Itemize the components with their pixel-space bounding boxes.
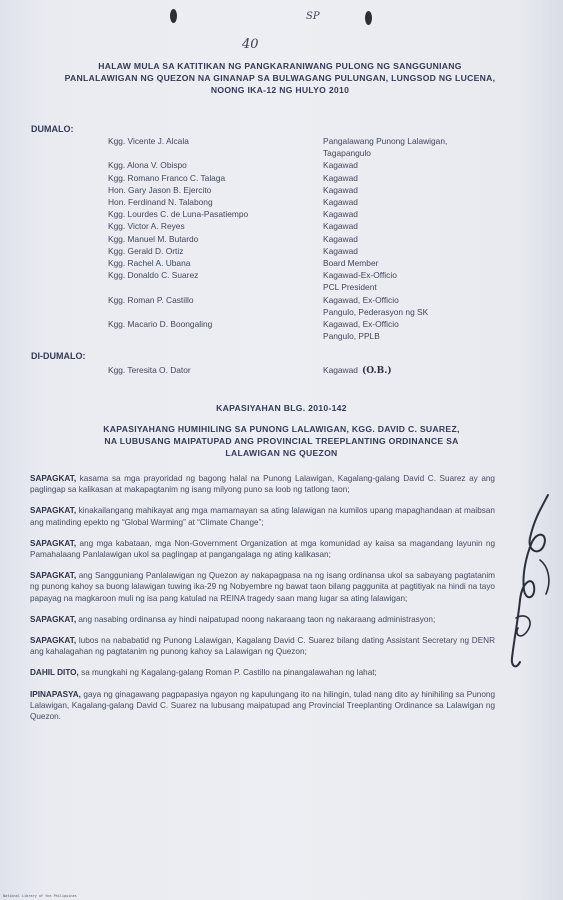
attendee-row xyxy=(108,220,548,232)
attendee-role: Kagawad xyxy=(323,233,358,244)
attendee-row xyxy=(108,196,548,208)
absent-label: DI-DUMALO: xyxy=(31,351,86,361)
header-line: PANLALAWIGAN NG QUEZON NA GINANAP SA BULWAGANG PULUNGAN, LUNGSOD NG LUCENA, xyxy=(64,73,496,83)
attendee-role xyxy=(323,318,548,342)
attendee-row xyxy=(108,318,548,342)
attendee-name: Kgg. Donaldo C. Suarez xyxy=(108,270,199,281)
attendee-role: Board Member xyxy=(323,258,379,269)
role-line: Pangulo, PPLB xyxy=(323,331,380,342)
attendee-name: Kgg. Alona V. Obispo xyxy=(108,160,187,171)
attendee-row xyxy=(108,135,548,159)
footer-watermark: National Library of the Philippines xyxy=(3,894,77,898)
paragraph xyxy=(30,667,495,678)
paragraph-lead: DAHIL DITO, xyxy=(30,668,79,678)
attendee-row xyxy=(108,269,548,293)
present-label: DUMALO: xyxy=(31,124,74,134)
role-line: Kagawad, Ex-Officio xyxy=(323,294,399,305)
attendee-row xyxy=(108,245,548,257)
attendee-row xyxy=(108,159,548,171)
paragraph-lead: SAPAGKAT, xyxy=(30,538,77,548)
paragraph-lead: SAPAGKAT, xyxy=(30,614,77,624)
attendee-row xyxy=(108,294,548,318)
paragraph xyxy=(30,538,495,560)
header-line: NOONG IKA-12 NG HULYO 2010 xyxy=(210,85,350,95)
role-line: Kagawad-Ex-Officio xyxy=(323,270,397,281)
role-line: Pangulo, Pederasyon ng SK xyxy=(323,306,429,317)
attendee-role: Kagawad xyxy=(323,172,358,183)
absent-name: Kgg. Teresita O. Dator xyxy=(108,365,191,375)
paragraph-lead: SAPAGKAT, xyxy=(30,571,77,581)
attendee-row xyxy=(108,172,548,184)
attendee-row xyxy=(108,257,548,269)
absent-list xyxy=(108,364,548,377)
header-line: HALAW MULA SA KATITIKAN NG PANGKARANIWANG PULONG NG SANGGUNIANG xyxy=(98,61,462,71)
attendee-name: Hon. Gary Jason B. Ejercito xyxy=(108,184,212,195)
absent-role xyxy=(323,364,548,377)
absent-row xyxy=(108,364,548,377)
role-line: Pangalawang Punong Lalawigan, xyxy=(323,136,448,146)
paragraph-lead: SAPAGKAT, xyxy=(30,636,77,646)
paragraph-lead: SAPAGKAT, xyxy=(30,474,77,483)
paragraph xyxy=(30,635,495,657)
attendee-role: Kagawad xyxy=(323,197,358,208)
attendee-role: Kagawad xyxy=(323,221,358,232)
subject-line: LALAWIGAN NG QUEZON xyxy=(225,448,338,458)
attendee-role xyxy=(323,269,548,293)
paragraph-text: sa mungkahi ng Kagalang-galang Roman P. Castillo na pinangalawahan ng lahat; xyxy=(78,668,377,678)
handwritten-note: (O.B.) xyxy=(361,366,392,376)
handwritten-mark: SP xyxy=(306,11,320,22)
paragraph xyxy=(30,689,495,723)
subject-line: KAPASIYAHANG HUMIHILING SA PUNONG LALAWIGAN, KGG. DAVID C. SUAREZ, xyxy=(103,424,460,434)
attendee-role: Kagawad xyxy=(323,209,358,220)
role-line: Tagapangulo xyxy=(323,148,371,159)
resolution-subject xyxy=(30,423,533,459)
document-header xyxy=(30,60,530,96)
paragraph-lead: SAPAGKAT, xyxy=(30,506,77,516)
paragraph-text: kasama sa mga prayoridad ng bagong halal na Punong Lalawigan, Kagalang-galang David C. Suarez ay ang paglingap sa kalikasan at makapagtanim ng isang milyong puno sa loob ng tatlong taon; xyxy=(30,474,495,495)
attendee-name: Kgg. Macario D. Boongaling xyxy=(108,319,213,330)
handwritten-signature xyxy=(500,490,560,680)
paragraph-text: ang nasabing ordinansa ay hindi naipatupad noong nakaraang taon ng nakaraang administrasyon; xyxy=(76,614,436,624)
paragraph xyxy=(30,505,495,527)
resolution-body xyxy=(30,473,495,732)
attendee-role xyxy=(323,294,548,318)
attendee-role: Kagawad xyxy=(323,160,358,171)
attendee-name: Kgg. Romano Franco C. Talaga xyxy=(108,172,226,183)
attendees-list xyxy=(108,135,548,342)
attendee-name: Hon. Ferdinand N. Talabong xyxy=(108,197,213,208)
absent-role-text: Kagawad xyxy=(323,365,358,375)
attendee-name: Kgg. Rachel A. Ubana xyxy=(108,258,191,269)
binding-hole xyxy=(365,11,372,25)
paragraph-text: lubos na nababatid ng Punong Lalawigan, Kagalang David C. Suarez bilang dating Assistant Secretary ng DENR ang kahalagahan ng pagtatanim ng punong kahoy sa Lalawigan ng Quezon; xyxy=(30,636,495,657)
resolution-number: KAPASIYAHAN BLG. 2010-142 xyxy=(216,403,347,413)
attendee-name: Kgg. Gerald D. Ortiz xyxy=(108,245,184,256)
attendee-name: Kgg. Manuel M. Butardo xyxy=(108,233,199,244)
attendee-name: Kgg. Vicente J. Alcala xyxy=(108,136,189,146)
attendee-role xyxy=(323,135,548,159)
paragraph xyxy=(30,614,495,625)
attendee-name: Kgg. Victor A. Reyes xyxy=(108,221,185,232)
role-line: Kagawad, Ex-Officio xyxy=(323,319,399,330)
attendee-name: Kgg. Roman P. Castillo xyxy=(108,294,194,305)
paragraph-text: gaya ng ginagawang pagpapasiya ngayon ng kapulungang ito na hilingin, tulad nang dito ay hinihiling sa Punong Lalawigan, Kagalang-galang David C. Suarez na lubusang maipatupad ang Provincial Treeplanting Ordinance sa Lalawigan ng Quezon. xyxy=(30,689,495,722)
paragraph-text: ang Sangguniang Panlalawigan ng Quezon ay nakapagpasa na ng isang ordinansa ukol sa sabayang pagtatanim ng punong kahoy sa buong lalawigan tuwing ika-29 ng Nobyembre ng bawat taon bilang paggunita at pagtitiyak na hindi na tayo papayag na magkaroon muli ng isa pang katulad na REINA tragedy saan mang lugar sa ating lalawigan; xyxy=(30,571,495,603)
attendee-role: Kagawad xyxy=(323,245,358,256)
paragraph xyxy=(30,570,495,604)
attendee-row xyxy=(108,233,548,245)
attendee-row xyxy=(108,208,548,220)
paragraph-lead: IPINAPASYA, xyxy=(30,689,81,699)
role-line: PCL President xyxy=(323,282,377,293)
attendee-name: Kgg. Lourdes C. de Luna-Pasatiempo xyxy=(108,209,249,220)
attendee-row xyxy=(108,184,548,196)
subject-line: NA LUBUSANG MAIPATUPAD ANG PROVINCIAL TREEPLANTING ORDINANCE SA xyxy=(104,436,459,446)
handwritten-page-number: 40 xyxy=(242,37,259,52)
paragraph-text: kinakailangang mahikayat ang mga mamamayan sa ating lalawigan na kumilos upang mapaghandaan at maibsan ang matinding epekto ng “Global Warming” at “Climate Change”; xyxy=(30,506,495,527)
paragraph xyxy=(30,473,495,495)
binding-hole xyxy=(170,9,177,23)
paragraph-text: ang mga kabataan, mga Non-Government Organization at mga komunidad ay kaisa sa magandang layunin ng Pamahalaang Panlalawigan ukol sa paglingap at pangangalaga ng ating kalikasan; xyxy=(30,538,495,560)
attendee-role: Kagawad xyxy=(323,184,358,195)
